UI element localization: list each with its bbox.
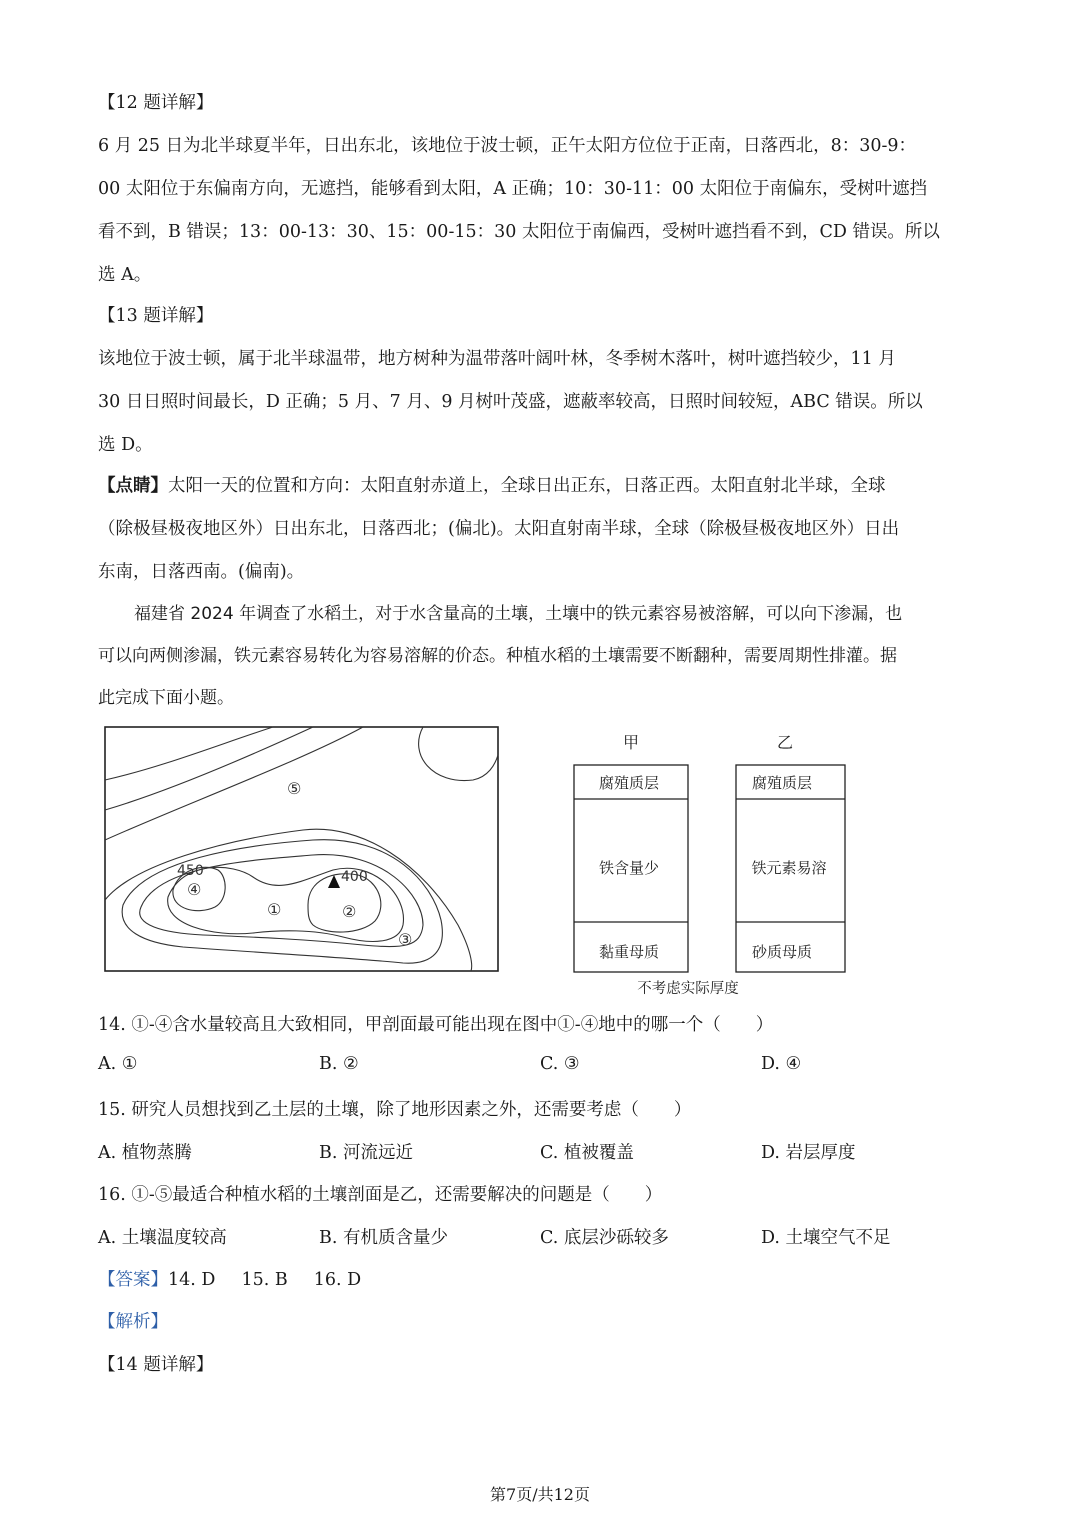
- intro-line: 福建省 2024 年调查了水稻土，对于水含量高的土壤，土壤中的铁元素容易被溶解，可以向下渗漏，也: [134, 604, 903, 624]
- q16-option-a: A. 土壤温度较高: [98, 1228, 227, 1248]
- intro-line: 此完成下面小题。: [98, 688, 234, 708]
- site-4-marker: ④: [187, 880, 202, 899]
- q14-detail-heading: 【14 题详解】: [98, 1355, 214, 1375]
- contour-map: [103, 725, 503, 975]
- q14-option-d: D. ④: [761, 1054, 802, 1074]
- q15-option-d: D. 岩层厚度: [761, 1143, 856, 1163]
- q12-line: 选 A。: [98, 265, 152, 285]
- contour-label-400: 400: [341, 869, 368, 885]
- profile-jia-top-layer: 腐殖质层: [598, 774, 660, 792]
- q16-option-d: D. 土壤空气不足: [761, 1228, 891, 1248]
- q16-stem: 16. ①-⑤最适合种植水稻的土壤剖面是乙，还需要解决的问题是（ ）: [98, 1185, 663, 1205]
- q13-line: 选 D。: [98, 435, 153, 455]
- q13-section: [98, 295, 982, 467]
- profile-yi-top-layer: 腐殖质层: [751, 774, 813, 792]
- answer-item: 15. B: [241, 1270, 288, 1290]
- soil-profiles: [560, 728, 860, 998]
- q12-heading: 【12 题详解】: [98, 93, 214, 113]
- q15-option-c: C. 植被覆盖: [540, 1143, 634, 1163]
- profile-yi-bottom-layer: 砂质母质: [751, 943, 813, 961]
- q13-heading: 【13 题详解】: [98, 306, 214, 326]
- tip-section: [98, 465, 982, 594]
- intro-passage: [98, 593, 982, 719]
- profile-note: 不考虑实际厚度: [637, 981, 739, 997]
- profile-jia-bottom-layer: 黏重母质: [598, 943, 660, 961]
- q14-option-b: B. ②: [319, 1054, 359, 1074]
- q16-option-b: B. 有机质含量少: [319, 1228, 448, 1248]
- tip-line: 【点睛】太阳一天的位置和方向：太阳直射赤道上，全球日出正东，日落正西。太阳直射北半球，全球: [98, 476, 886, 496]
- profile-yi-middle-layer: 铁元素易溶: [751, 859, 827, 877]
- analysis-label: 【解析】: [98, 1312, 168, 1332]
- q12-section: [98, 82, 982, 297]
- answer-item: 14. D: [168, 1270, 216, 1290]
- q16-option-c: C. 底层沙砾较多: [540, 1228, 669, 1248]
- q13-line: 30 日日照时间最长，D 正确；5 月、7 月、9 月树叶茂盛，遮蔽率较高，日照时间较短，ABC 错误。所以: [98, 392, 923, 412]
- answer-item: 16. D: [313, 1270, 362, 1290]
- page-number: 第7页/共12页: [490, 1485, 590, 1504]
- site-5-marker: ⑤: [287, 779, 302, 798]
- tip-label: 【点睛】: [98, 476, 168, 496]
- profile-jia-middle-layer: 铁含量少: [598, 859, 660, 877]
- q13-line: 该地位于波士顿，属于北半球温带，地方树种为温带落叶阔叶林，冬季树木落叶，树叶遮挡较少，11 月: [98, 349, 896, 369]
- answer-label: 【答案】: [98, 1270, 168, 1290]
- q15-option-b: B. 河流远近: [319, 1143, 413, 1163]
- q12-line: 00 太阳位于东偏南方向，无遮挡，能够看到太阳，A 正确；10：30-11：00 太阳位于南偏东，受树叶遮挡: [98, 179, 928, 199]
- tip-line: 东南，日落西南。(偏南)。: [98, 562, 305, 582]
- q14-option-a: A. ①: [98, 1054, 138, 1074]
- q12-line: 看不到，B 错误；13：00-13：30、15：00-15：30 太阳位于南偏西，受树叶遮挡看不到，CD 错误。所以: [98, 222, 940, 242]
- profile-yi-title: 乙: [776, 733, 794, 752]
- tip-line: （除极昼极夜地区外）日出东北，日落西北；(偏北)。太阳直射南半球，全球（除极昼极夜地区外）日出: [98, 519, 900, 539]
- site-2-marker: ②: [342, 902, 357, 921]
- intro-line: 可以向两侧渗漏，铁元素容易转化为容易溶解的价态。种植水稻的土壤需要不断翻种，需要周期性排灌。据: [98, 646, 897, 666]
- q14-stem: 14. ①-④含水量较高且大致相同，甲剖面最可能出现在图中①-④地中的哪一个（ ）: [98, 1015, 774, 1035]
- q14-option-c: C. ③: [540, 1054, 580, 1074]
- site-1-marker: ①: [267, 900, 282, 919]
- q15-option-a: A. 植物蒸腾: [98, 1143, 192, 1163]
- profile-jia-title: 甲: [622, 733, 640, 752]
- answer-line: [98, 1266, 361, 1291]
- contour-label-450: 450: [177, 863, 204, 879]
- q12-line: 6 月 25 日为北半球夏半年，日出东北，该地位于波士顿，正午太阳方位位于正南，日落西北，8：30-9：: [98, 136, 917, 156]
- site-3-marker: ③: [398, 930, 413, 949]
- q15-stem: 15. 研究人员想找到乙土层的土壤，除了地形因素之外，还需要考虑（ ）: [98, 1100, 692, 1120]
